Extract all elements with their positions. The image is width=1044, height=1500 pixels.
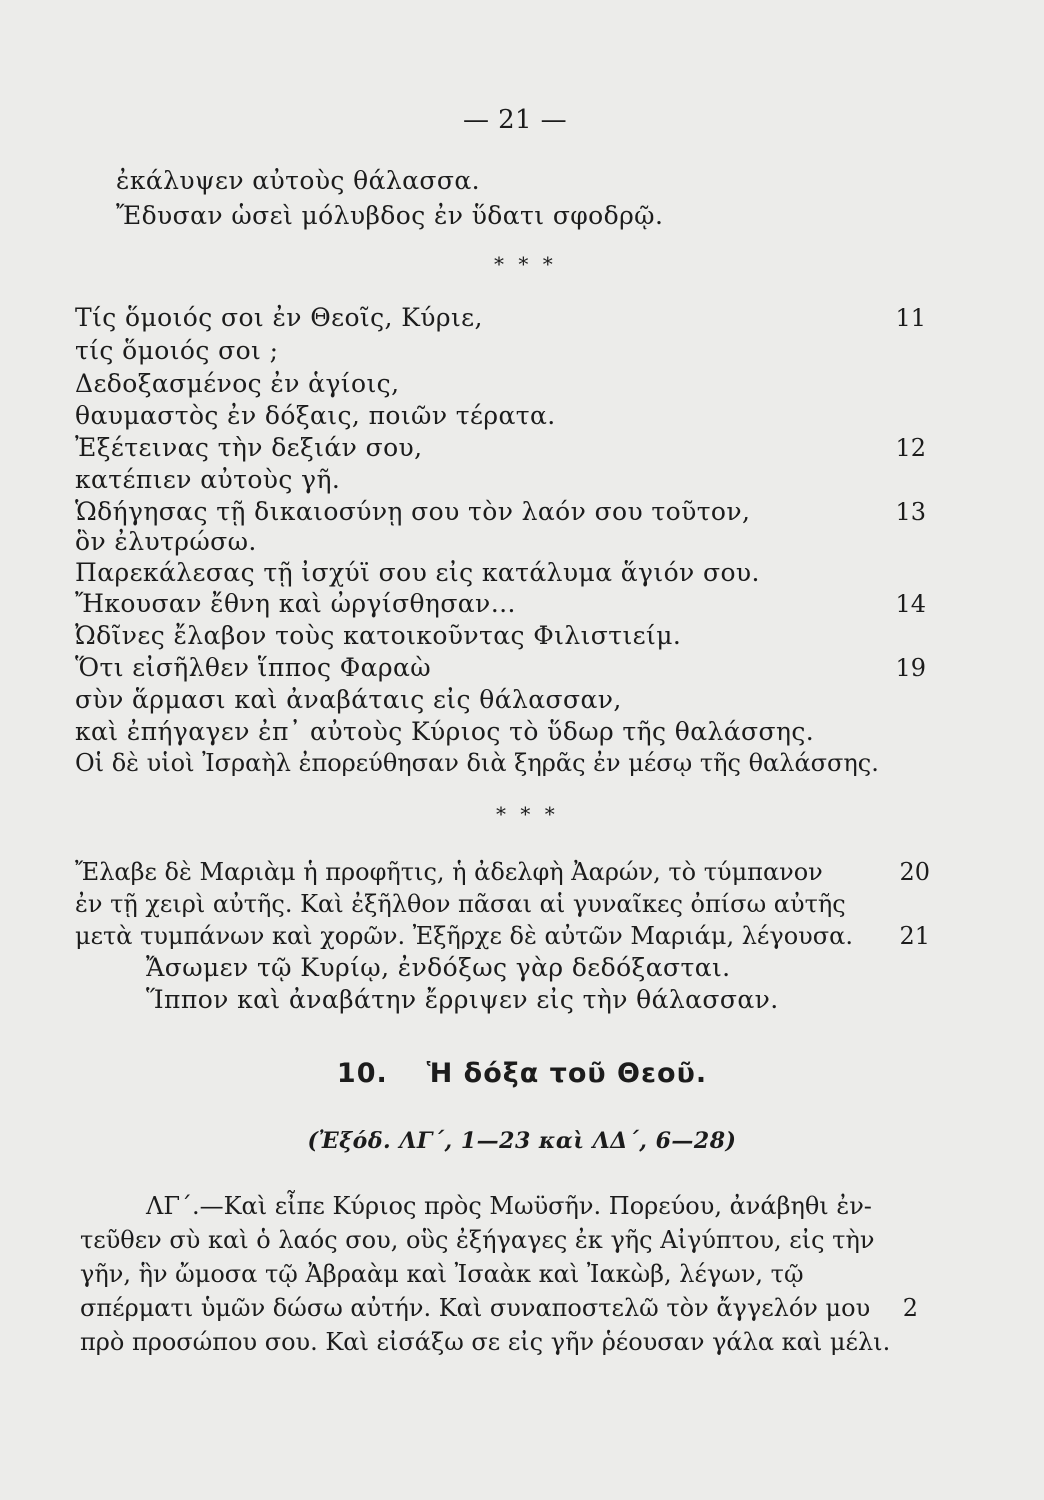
text-line: θαυμαστὸς ἐν δόξαις, ποιῶν τέρατα.: [75, 401, 556, 430]
verse-number: 12: [895, 434, 926, 462]
text-line: ὃν ἐλυτρώσω.: [75, 527, 257, 556]
section-title: Ἡ δόξα τοῦ Θεοῦ.: [426, 1058, 708, 1089]
text-line: τεῦθεν σὺ καὶ ὁ λαός σου, οὓς ἐξήγαγες ἐκ γῆς Αἰγύπτου, εἰς τὴν: [80, 1226, 875, 1254]
text-line: καὶ ἐπήγαγεν ἐπ᾿ αὐτοὺς Κύριος τὸ ὕδωρ τῆς θαλάσσης.: [75, 717, 815, 746]
text-line: Ἄσωμεν τῷ Κυρίῳ, ἐνδόξως γὰρ δεδόξασται.: [146, 953, 731, 982]
verse-number: 14: [895, 590, 926, 618]
text-line: Παρεκάλεσας τῇ ἰσχύϊ σου εἰς κατάλυμα ἅγιόν σου.: [75, 558, 760, 587]
verse-number: 19: [895, 654, 926, 682]
text-line: σὺν ἅρμασι καὶ ἀναβάταις εἰς θάλασσαν,: [75, 685, 622, 714]
section-number: 10.: [336, 1058, 388, 1089]
text-line: γῆν, ἣν ὤμοσα τῷ Ἀβραὰμ καὶ Ἰσαὰκ καὶ Ἰακὼβ, λέγων, τῷ: [80, 1260, 804, 1288]
verse-number: 21: [899, 922, 930, 950]
text-line: Δεδοξασμένος ἐν ἁγίοις,: [75, 369, 400, 398]
text-line: κατέπιεν αὐτοὺς γῆ.: [75, 465, 341, 494]
text-line: Ἔλαβε δὲ Μαριὰμ ἡ προφῆτις, ἡ ἀδελφὴ Ἀαρών, τὸ τύμπανον: [75, 858, 823, 886]
section-heading: [0, 1058, 1044, 1089]
verse-number: 2: [902, 1294, 918, 1322]
text-line: τίς ὅμοιός σοι ;: [75, 336, 279, 365]
section-reference: (Ἐξόδ. ΛΓ΄, 1—23 καὶ ΛΔ΄, 6—28): [307, 1128, 737, 1154]
verse-number: 11: [895, 304, 926, 332]
text-line: ἐκάλυψεν αὐτοὺς θάλασσα.: [116, 166, 480, 195]
text-line: πρὸ προσώπου σου. Καὶ εἰσάξω σε εἰς γῆν ῥέουσαν γάλα καὶ μέλι.: [80, 1328, 891, 1356]
text-line: Ὠδῖνες ἔλαβον τοὺς κατοικοῦντας Φιλιστιείμ.: [75, 621, 682, 650]
section-separator: * * *: [494, 252, 557, 276]
text-line: μετὰ τυμπάνων καὶ χορῶν. Ἐξῆρχε δὲ αὐτῶν Μαριάμ, λέγουσα.: [75, 922, 853, 950]
text-line: Ἔδυσαν ὡσεὶ μόλυβδος ἐν ὕδατι σφοδρῷ.: [116, 201, 664, 230]
text-line: Οἱ δὲ υἱοὶ Ἰσραὴλ ἐπορεύθησαν διὰ ξηρᾶς ἐν μέσῳ τῆς θαλάσσης.: [75, 749, 879, 777]
text-line: Ἐξέτεινας τὴν δεξιάν σου,: [75, 433, 423, 462]
text-line: Ἵππον καὶ ἀναβάτην ἔρριψεν εἰς τὴν θάλασσαν.: [146, 985, 779, 1014]
text-line: σπέρματι ὑμῶν δώσω αὐτήν. Καὶ συναποστελῶ τὸν ἄγγελόν μου: [80, 1294, 871, 1322]
text-line: ΛΓ΄.—Καὶ εἶπε Κύριος πρὸς Μωϋσῆν. Πορεύου, ἀνάβηθι ἐν-: [146, 1192, 872, 1220]
text-line: Ὡδήγησας τῇ δικαιοσύνῃ σου τὸν λαόν σου τοῦτον,: [75, 497, 751, 526]
verse-number: 13: [895, 498, 926, 526]
text-line: Τίς ὅμοιός σοι ἐν Θεοῖς, Κύριε,: [75, 303, 483, 332]
verse-number: 20: [899, 858, 930, 886]
page-number: — 21 —: [463, 105, 568, 135]
text-line: Ἤκουσαν ἔθνη καὶ ὠργίσθησαν…: [75, 589, 517, 618]
text-line: ἐν τῇ χειρὶ αὐτῆς. Καὶ ἐξῆλθον πᾶσαι αἱ γυναῖκες ὀπίσω αὐτῆς: [75, 890, 846, 918]
text-line: Ὅτι εἰσῆλθεν ἵππος Φαραὼ: [75, 653, 432, 682]
section-separator: * * *: [496, 802, 559, 826]
